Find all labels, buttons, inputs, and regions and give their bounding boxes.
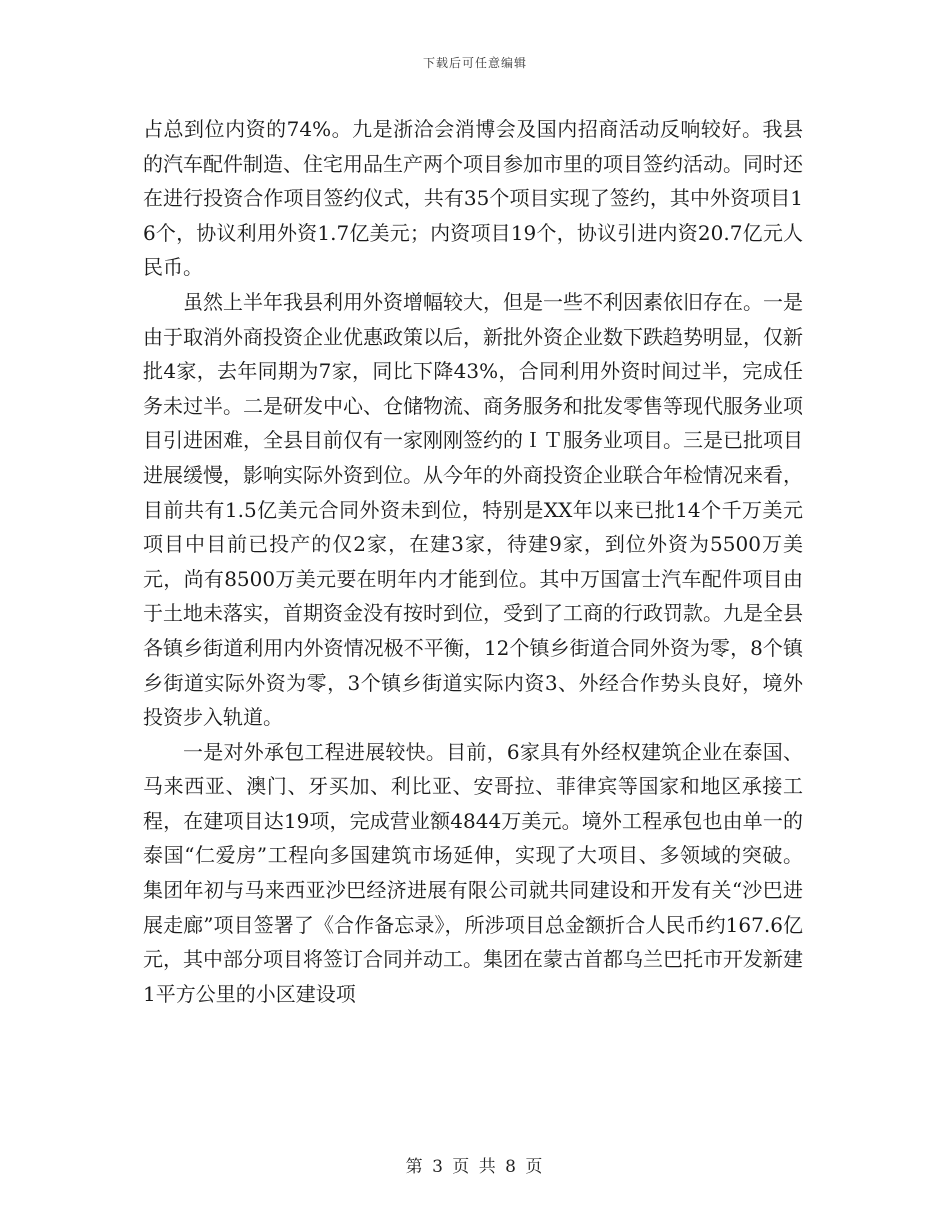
page-number: 第 3 页 共 8 页 [405, 1157, 545, 1177]
paragraph-1: 占总到位内资的74%。九是浙洽会消博会及国内招商活动反响较好。我县的汽车配件制造、住宅用品生产两个项目参加市里的项目签约活动。同时还在进行投资合作项目签约仪式，共有35个项目实现了签约，其中外资项目16个，协议利用外资1.7亿美元；内资项目19个，协议引进内资20.7亿元人民币。 [143, 117, 803, 280]
paragraph-3: 一是对外承包工程进展较快。目前，6家具有外经权建筑企业在泰国、马来西亚、澳门、牙买加、利比亚、安哥拉、菲律宾等国家和地区承接工程，在建项目达19项，完成营业额4844万美元。境外工程承包也由单一的泰国“仁爱房”工程向多国建筑市场延伸，实现了大项目、多领域的突破。集团年初与马来西亚沙巴经济进展有限公司就共同建设和开发有关“沙巴进展走廊”项目签署了《合作备忘录》，所涉项目总金额折合人民币约167.6亿元，其中部分项目将签订合同并动工。集团在蒙古首都乌兰巴托市开发新建1平方公里的小区建设项 [143, 739, 803, 1006]
document-body [143, 112, 803, 1011]
paragraph-2: 虽然上半年我县利用外资增幅较大，但是一些不利因素依旧存在。一是由于取消外商投资企业优惠政策以后，新批外资企业数下跌趋势明显，仅新批4家，去年同期为7家，同比下降43%，合同利用外资时间过半，完成任务未过半。二是研发中心、仓储物流、商务服务和批发零售等现代服务业项目引进困难，全县目前仅有一家刚刚签约的ＩＴ服务业项目。三是已批项目进展缓慢，影响实际外资到位。从今年的外商投资企业联合年检情况来看，目前共有1.5亿美元合同外资未到位，特别是XX年以来已批14个千万美元项目中目前已投产的仅2家，在建3家，待建9家，到位外资为5500万美元，尚有8500万美元要在明年内才能到位。其中万国富士汽车配件项目由于土地未落实，首期资金没有按时到位，受到了工商的行政罚款。九是全县各镇乡街道利用内外资情况极不平衡，12个镇乡街道合同外资为零，8个镇乡街道实际外资为零，3个镇乡街道实际内资3、外经合作势头良好，境外投资步入轨道。 [143, 289, 803, 730]
page-header: 下载后可任意编辑 [422, 56, 527, 70]
